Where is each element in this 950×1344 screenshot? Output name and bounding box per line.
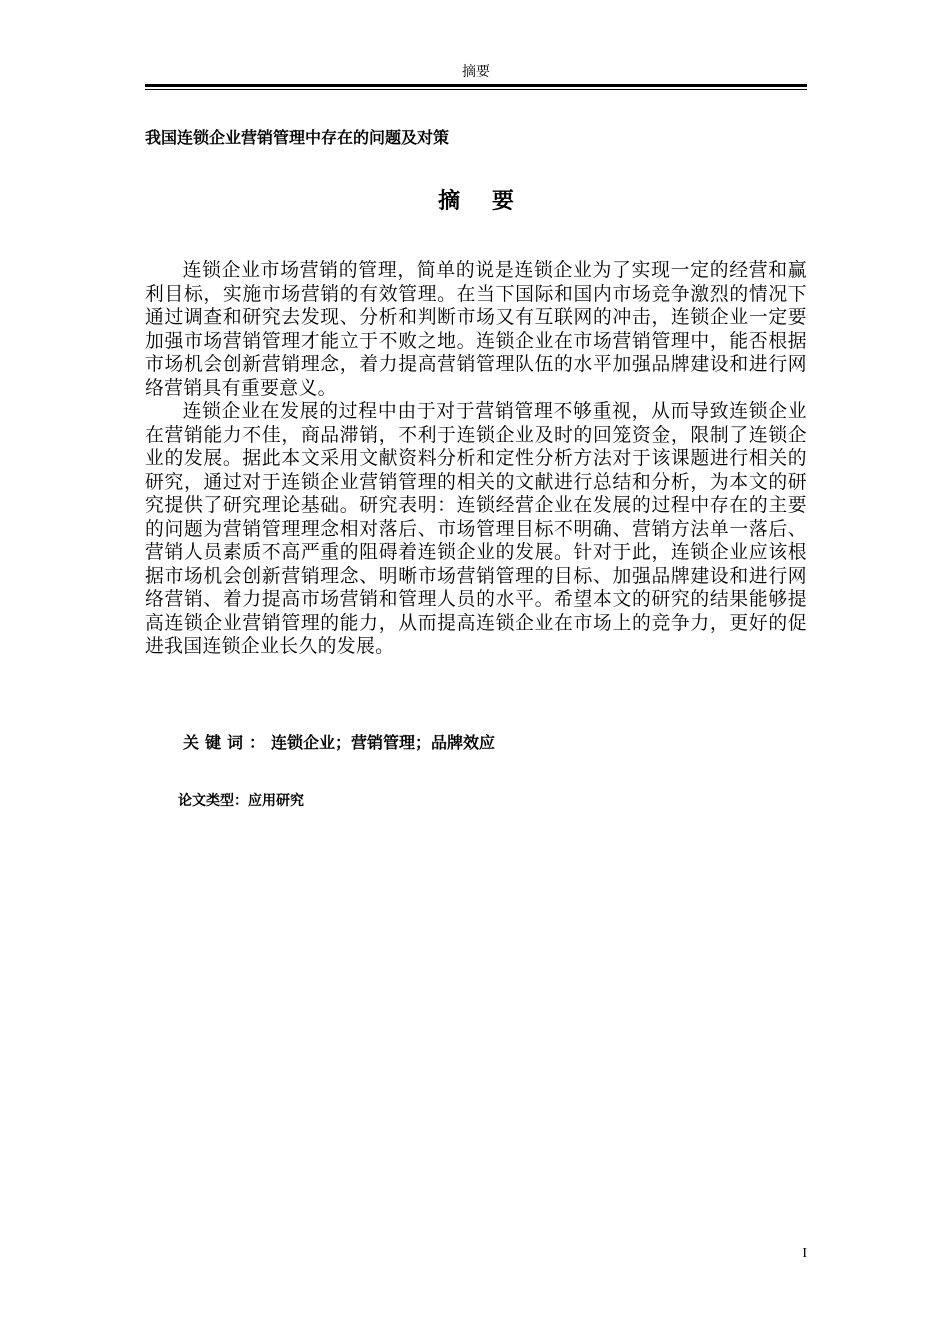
- running-header: 摘要: [462, 64, 490, 80]
- abstract-body: [145, 259, 807, 659]
- thesis-title: 我国连锁企业营销管理中存在的问题及对策: [145, 128, 450, 147]
- paper-type-line: [178, 791, 304, 811]
- paper-type-value: 应用研究: [248, 793, 304, 809]
- keywords-label: 关键词：: [183, 733, 272, 752]
- keywords-value: 连锁企业；营销管理；品牌效应: [271, 733, 496, 752]
- abstract-heading: 摘 要: [438, 189, 526, 214]
- page-number: I: [802, 1246, 807, 1261]
- abstract-paragraph: 连锁企业在发展的过程中由于对于营销管理不够重视，从而导致连锁企业在营销能力不佳，商品滞销，不利于连锁企业及时的回笼资金，限制了连锁企业的发展。据此本文采用文献资料分析和定性分析方法对于该课题进行相关的研究，通过对于连锁企业营销管理的相关的文献进行总结和分析，为本文的研究提供了研究理论基础。研究表明：连锁经营企业在发展的过程中存在的主要的问题为营销管理理念相对落后、市场管理目标不明确、营销方法单一落后、营销人员素质不高严重的阻碍着连锁企业的发展。针对于此，连锁企业应该根据市场机会创新营销理念、明晰市场营销管理的目标、加强品牌建设和进行网络营销、着力提高市场营销和管理人员的水平。希望本文的研究的结果能够提高连锁企业营销管理的能力，从而提高连锁企业在市场上的竞争力，更好的促进我国连锁企业长久的发展。: [145, 401, 807, 657]
- header-rule-thick: [145, 84, 807, 87]
- paper-type-label: 论文类型：: [178, 793, 248, 809]
- keywords-line: [183, 732, 495, 754]
- abstract-paragraph: 连锁企业市场营销的管理，简单的说是连锁企业为了实现一定的经营和赢利目标，实施市场营销的有效管理。在当下国际和国内市场竞争激烈的情况下通过调查和研究去发现、分析和判断市场又有互联网的冲击，连锁企业一定要加强市场营销管理才能立于不败之地。连锁企业在市场营销管理中，能否根据市场机会创新营销理念，着力提高营销管理队伍的水平加强品牌建设和进行网络营销具有重要意义。: [145, 260, 807, 399]
- header-rule-thin: [145, 89, 807, 90]
